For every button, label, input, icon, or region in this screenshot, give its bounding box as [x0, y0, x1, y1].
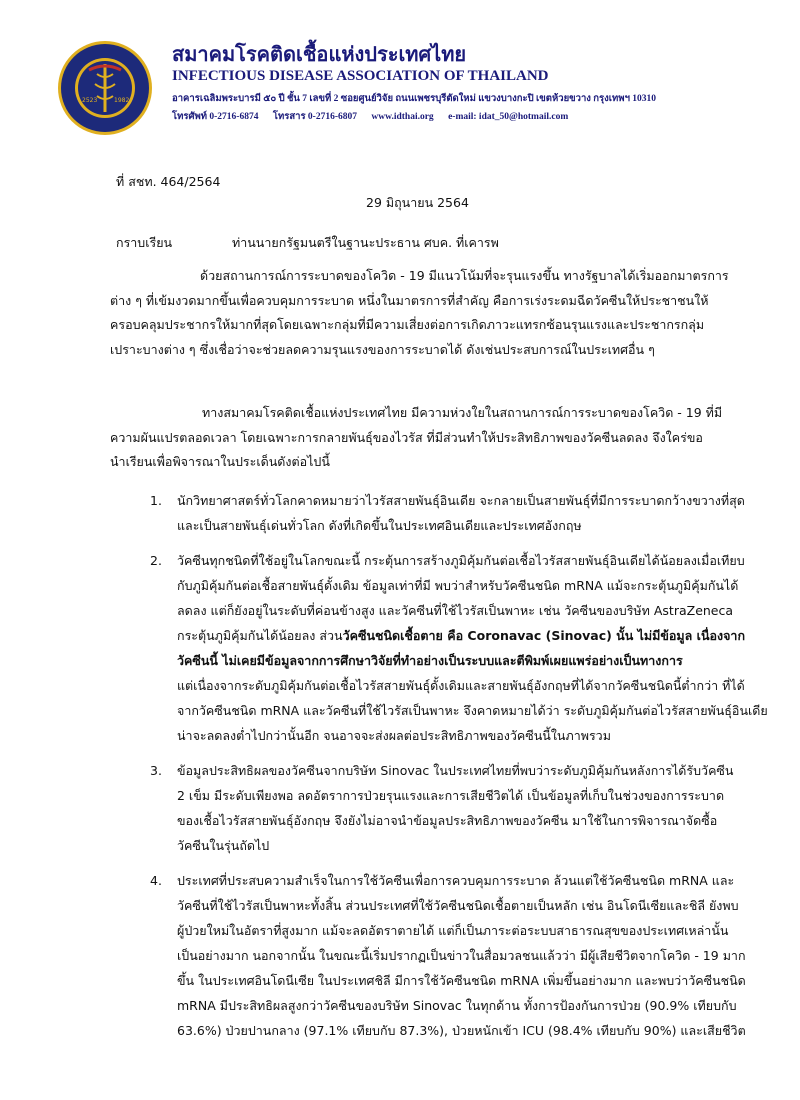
org-name-thai: สมาคมโรคติดเชื้อแห่งประเทศไทย — [172, 42, 467, 66]
list-item-line: เป็นอย่างมาก นอกจากนั้น ในขณะนี้เริ่มปรากฏเป็นข่าวในสื่อมวลชนแล้วว่า มีผู้เสียชีวิตจากโควิด - 19 มาก — [177, 948, 746, 963]
reference-number: ที่ สชท. 464/2564 — [116, 174, 221, 189]
letter-date: 29 มิถุนายน 2564 — [366, 195, 469, 210]
org-fax: โทรสาร 0-2716-6807 — [272, 112, 358, 122]
org-contact — [172, 109, 772, 124]
paragraph-1 — [110, 264, 729, 362]
list-item-line: วัคซีนที่ใช้ไวรัสเป็นพาหะทั้งสิ้น ส่วนประเทศที่ใช้วัคซีนชนิดเชื้อตายเป็นหลัก เช่น อินโดนีเซียและชิลี ยังพบ — [177, 898, 739, 913]
list-item-line: นักวิทยาศาสตร์ทั่วโลกคาดหมายว่าไวรัสสายพันธุ์อินเดีย จะกลายเป็นสายพันธุ์ที่มีการระบาดกว้างขวางที่สุด — [177, 493, 745, 508]
list-item-line: ขึ้น ในประเทศอินโดนีเซีย ในประเทศชิลี มีการใช้วัคซีนชนิด mRNA เพิ่มขึ้นอย่างมาก และพบว่าวัคซีนชนิด — [177, 973, 746, 988]
list-item — [150, 548, 768, 748]
list-item-line: 2 เข็ม มีระดับเพียงพอ ลดอัตราการป่วยรุนแรงและการเสียชีวิตได้ เป็นข้อมูลที่เก็บในช่วงของการระบาด — [177, 788, 725, 803]
list-item-number: 4. — [150, 873, 162, 888]
paragraph-line: ความผันแปรตลอดเวลา โดยเฉพาะการกลายพันธุ์ของไวรัส ที่มีส่วนทำให้ประสิทธิภาพของวัคซีนลดลง จึงใคร่ขอ — [110, 429, 703, 445]
list-item-line: น่าจะลดลงต่ำไปกว่านั้นอีก จนอาจจะส่งผลต่อประสิทธิภาพของวัคซีนนี้ในภาพรวม — [177, 728, 611, 743]
salutation-label: กราบเรียน — [116, 235, 173, 250]
list-item-text: กระตุ้นภูมิคุ้มกันได้น้อยลง ส่วน — [177, 628, 343, 643]
logo-year-left: 2523 — [82, 97, 98, 104]
list-item — [150, 758, 734, 858]
paragraph-line: ด้วยสถานการณ์การระบาดของโควิด - 19 มีแนวโน้มที่จะรุนแรงขึ้น ทางรัฐบาลได้เริ่มออกมาตรการ — [200, 268, 729, 283]
list-item — [150, 488, 745, 538]
list-item — [150, 868, 746, 1043]
list-item-line: จากวัคซีนชนิด mRNA และวัคซีนที่ใช้ไวรัสเป็นพาหะ จึงคาดหมายได้ว่า ระดับภูมิคุ้มกันต่อไวรัสสายพันธุ์อินเดีย — [177, 703, 768, 718]
list-item-number: 1. — [150, 493, 162, 508]
list-item-line: แต่เนื่องจากระดับภูมิคุ้มกันต่อเชื้อไวรัสสายพันธุ์ดั้งเดิมและสายพันธุ์อังกฤษที่ได้จากวัคซีนชนิดนี้ต่ำกว่า ที่ได้ — [177, 678, 745, 693]
paragraph-line: นำเรียนเพื่อพิจารณาในประเด็นดังต่อไปนี้ — [110, 454, 330, 469]
letterhead — [172, 42, 772, 124]
list-item-line: วัคซีนทุกชนิดที่ใช้อยู่ในโลกขณะนี้ กระตุ้นการสร้างภูมิคุ้มกันต่อเชื้อไวรัสสายพันธุ์อินเดียได้น้อยลงเมื่อเทียบ — [177, 553, 745, 568]
org-email: e-mail: idat_50@hotmail.com — [448, 112, 569, 122]
paragraph-line: ครอบคลุมประชากรให้มากที่สุดโดยเฉพาะกลุ่มที่มีความเสี่ยงต่อการเกิดภาวะแทรกซ้อนรุนแรงและประชากรกลุ่ม — [110, 317, 705, 332]
list-item-bold-text: วัคซีนชนิดเชื้อตาย คือ Coronavac (Sinovac) นั้น ไม่มีข้อมูล เนื่องจาก — [342, 628, 746, 643]
list-item-line: กับภูมิคุ้มกันต่อเชื้อสายพันธุ์ดั้งเดิม ข้อมูลเท่าที่มี พบว่าสำหรับวัคซีนชนิด mRNA แม้จะกระตุ้นภูมิคุ้มกันได้ — [177, 578, 739, 593]
list-item-line: ลดลง แต่ก็ยังอยู่ในระดับที่ค่อนข้างสูง และวัคซีนที่ใช้ไวรัสเป็นพาหะ เช่น วัคซีนของบริษัท AstraZeneca — [177, 603, 734, 618]
list-item-line: ประเทศที่ประสบความสำเร็จในการใช้วัคซีนเพื่อการควบคุมการระบาด ล้วนแต่ใช้วัคซีนชนิด mRNA และ — [177, 873, 735, 888]
list-item-number: 2. — [150, 553, 162, 568]
paragraph-line: ต่าง ๆ ที่เข้มงวดมากขึ้นเพื่อควบคุมการระบาด หนึ่งในมาตรการที่สำคัญ คือการเร่งระดมฉีดวัคซีนให้ประชาชนให้ — [110, 292, 709, 308]
paragraph-line: เปราะบางต่าง ๆ ซึ่งเชื่อว่าจะช่วยลดความรุนแรงของการระบาดได้ ดังเช่นประสบการณ์ในประเทศอื่น ๆ — [110, 341, 655, 357]
list-item-line: ข้อมูลประสิทธิผลของวัคซีนจากบริษัท Sinovac ในประเทศไทยที่พบว่าระดับภูมิคุ้มกันหลังการได้รับวัคซีน — [177, 763, 734, 778]
numbered-list — [150, 488, 768, 1053]
logo-year-right: 1982 — [114, 97, 130, 104]
list-item-line: mRNA มีประสิทธิผลสูงกว่าวัคซีนของบริษัท Sinovac ในทุกด้าน ทั้งการป้องกันการป่วย (90.9% เทียบกับ — [177, 998, 737, 1013]
list-item-line: 63.6%) ป่วยปานกลาง (97.1% เทียบกับ 87.3%), ป่วยหนักเข้า ICU (98.4% เทียบกับ 90%) และเสียชีวิต — [177, 1023, 746, 1038]
list-item-bold-line: วัคซีนนี้ ไม่เคยมีข้อมูลจากการศึกษาวิจัยที่ทำอย่างเป็นระบบและตีพิมพ์เผยแพร่อย่างเป็นทางการ — [177, 653, 683, 668]
list-item-number: 3. — [150, 763, 162, 778]
org-website: www.idthai.org — [371, 112, 434, 122]
list-item-line: ผู้ป่วยใหม่ในอัตราที่สูงมาก แม้จะลดอัตราตายได้ แต่ก็เป็นภาระต่อระบบสาธารณสุขของประเทศเหล่านั้น — [177, 923, 729, 938]
org-phone: โทรศัพท์ 0-2716-6874 — [172, 112, 259, 122]
list-item-line: วัคซีนในรุ่นถัดไป — [177, 838, 270, 853]
org-name-english: INFECTIOUS DISEASE ASSOCIATION OF THAILAND — [172, 68, 549, 84]
org-address: อาคารเฉลิมพระบารมี ๕๐ ปี ชั้น 7 เลขที่ 2 ซอยศูนย์วิจัย ถนนเพชรบุรีตัดใหม่ แขวงบางกะปิ เขตห้วยขวาง กรุงเทพฯ 10310 — [172, 94, 657, 104]
paragraph-2 — [110, 401, 723, 475]
list-item-line: และเป็นสายพันธุ์เด่นทั่วโลก ดังที่เกิดขึ้นในประเทศอินเดียและประเทศอังกฤษ — [177, 518, 582, 533]
list-item-line: ของเชื้อไวรัสสายพันธุ์อังกฤษ จึงยังไม่อาจนำข้อมูลประสิทธิภาพของวัคซีน มาใช้ในการพิจารณาจัดซื้อ — [177, 813, 718, 828]
list-item-line-mixed — [177, 623, 746, 648]
association-seal-logo — [57, 40, 153, 136]
paragraph-line: ทางสมาคมโรคติดเชื้อแห่งประเทศไทย มีความห่วงใยในสถานการณ์การระบาดของโควิด - 19 ที่มี — [202, 405, 723, 420]
salutation-recipient: ท่านนายกรัฐมนตรีในฐานะประธาน ศบค. ที่เคารพ — [232, 235, 499, 250]
